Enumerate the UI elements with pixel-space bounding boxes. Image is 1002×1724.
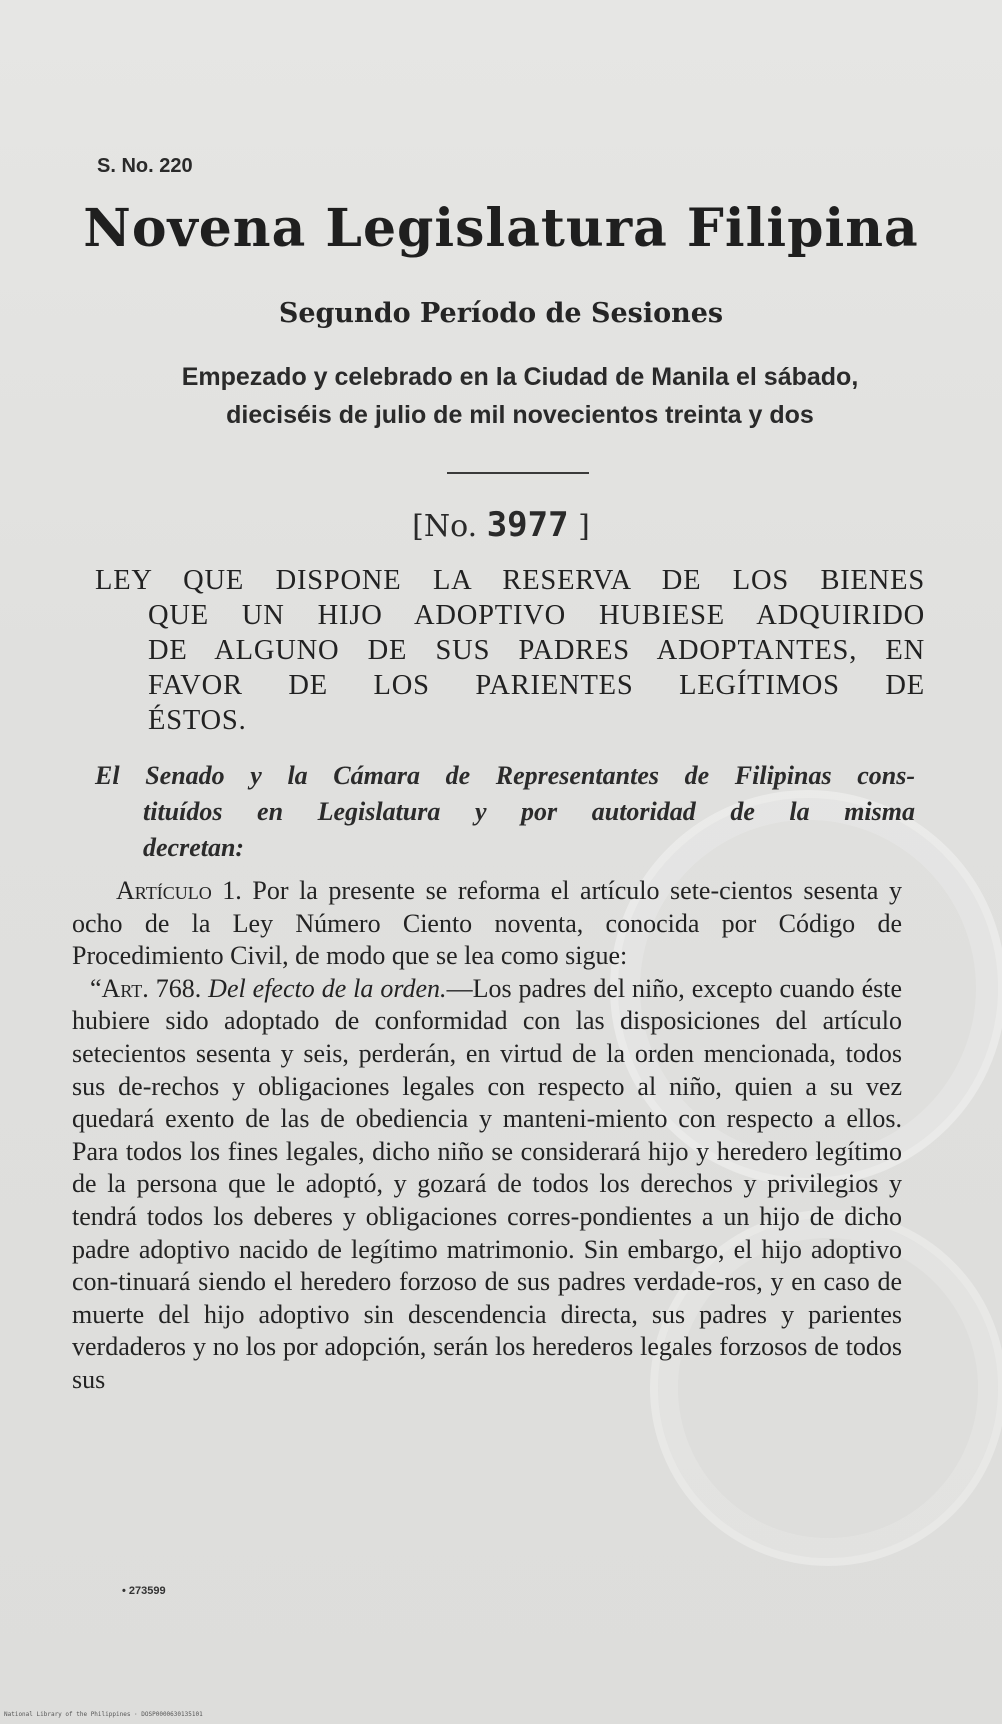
act-heading [95,563,925,738]
heading-line-2: QUE UN HIJO ADOPTIVO HUBIESE ADQUIRIDO [148,600,925,631]
act-suffix: ] [578,509,590,544]
session-start-line-1: Empezado y celebrado en la Ciudad de Manila el sábado, [181,363,859,391]
enacting-line-1: El Senado y la Cámara de Representantes de Filipinas cons- [95,761,915,790]
article-768-label: Art. 768. [101,973,202,1003]
enacting-clause [95,758,915,866]
heading-line-1: LEY QUE DISPONE LA RESERVA DE LOS BIENES [95,565,925,596]
article-1-label: Artículo 1. [116,876,242,905]
document-title: Novena Legislatura Filipina [83,198,919,259]
session-start-statement [110,358,930,434]
session-start-line-2: dieciséis de julio de mil novecientos treinta y dos [226,401,814,429]
act-prefix: [No. [412,509,478,544]
bill-number: S. No. 220 [97,155,193,177]
heading-line-5: ÉSTOS. [148,705,247,736]
article-1-text: Por la presente se reforma el artículo sete-cientos sesenta y ocho de la Ley Número Ciento noventa, conocida por Código de Procedimiento Civil, de modo que se lea como sigue: [72,876,903,971]
enacting-line-2: tituídos en Legislatura y por autoridad de la misma [143,797,915,826]
act-body [72,875,902,1397]
article-1-paragraph [72,875,902,973]
heading-line-4: FAVOR DE LOS PARIENTES LEGÍTIMOS DE [148,670,925,701]
open-quote: “ [90,973,102,1003]
article-768-heading: Del efecto de la orden. [208,973,447,1003]
session-subtitle: Segundo Período de Sesiones [278,298,724,329]
heading-line-3: DE ALGUNO DE SUS PADRES ADOPTANTES, EN [148,635,925,666]
print-footnote: • 273599 [122,1585,166,1597]
act-number-line [0,505,1002,545]
divider-rule [447,472,589,474]
article-768-text: —Los padres del niño, excepto cuando éste hubiere sido adoptado de conformidad con las disposiciones del artículo setecientos sesenta y seis, perderán, en virtud de la orden mencionada, todos sus de-rechos y obligaciones legales con respecto al niño, quien a su vez quedará exento de las de obediencia y manteni-miento con respecto a ellos. Para todos los fines legales, dicho niño se considerará hijo y heredero legítimo de la persona que le adoptó, y gozará de todos los derechos y privilegios y tendrá todos los deberes y obligaciones corres-pondientes a un hijo de dicho padre adoptivo nacido de legítimo matrimonio. Sin embargo, el hijo adoptivo con-tinuará siendo el heredero forzoso de sus padres verdade-ros, y en caso de muerte del hijo adoptivo sin descendencia directa, sus padres y parientes verdaderos y no los por adopción, serán los herederos legales forzosos de todos sus [72,973,902,1394]
act-number: 3977 [486,505,569,545]
enacting-line-3: decretan: [143,833,245,862]
archive-strip: National Library of the Philippines · DOSP0000630135101 [4,1711,203,1718]
article-768-paragraph [72,973,902,1397]
